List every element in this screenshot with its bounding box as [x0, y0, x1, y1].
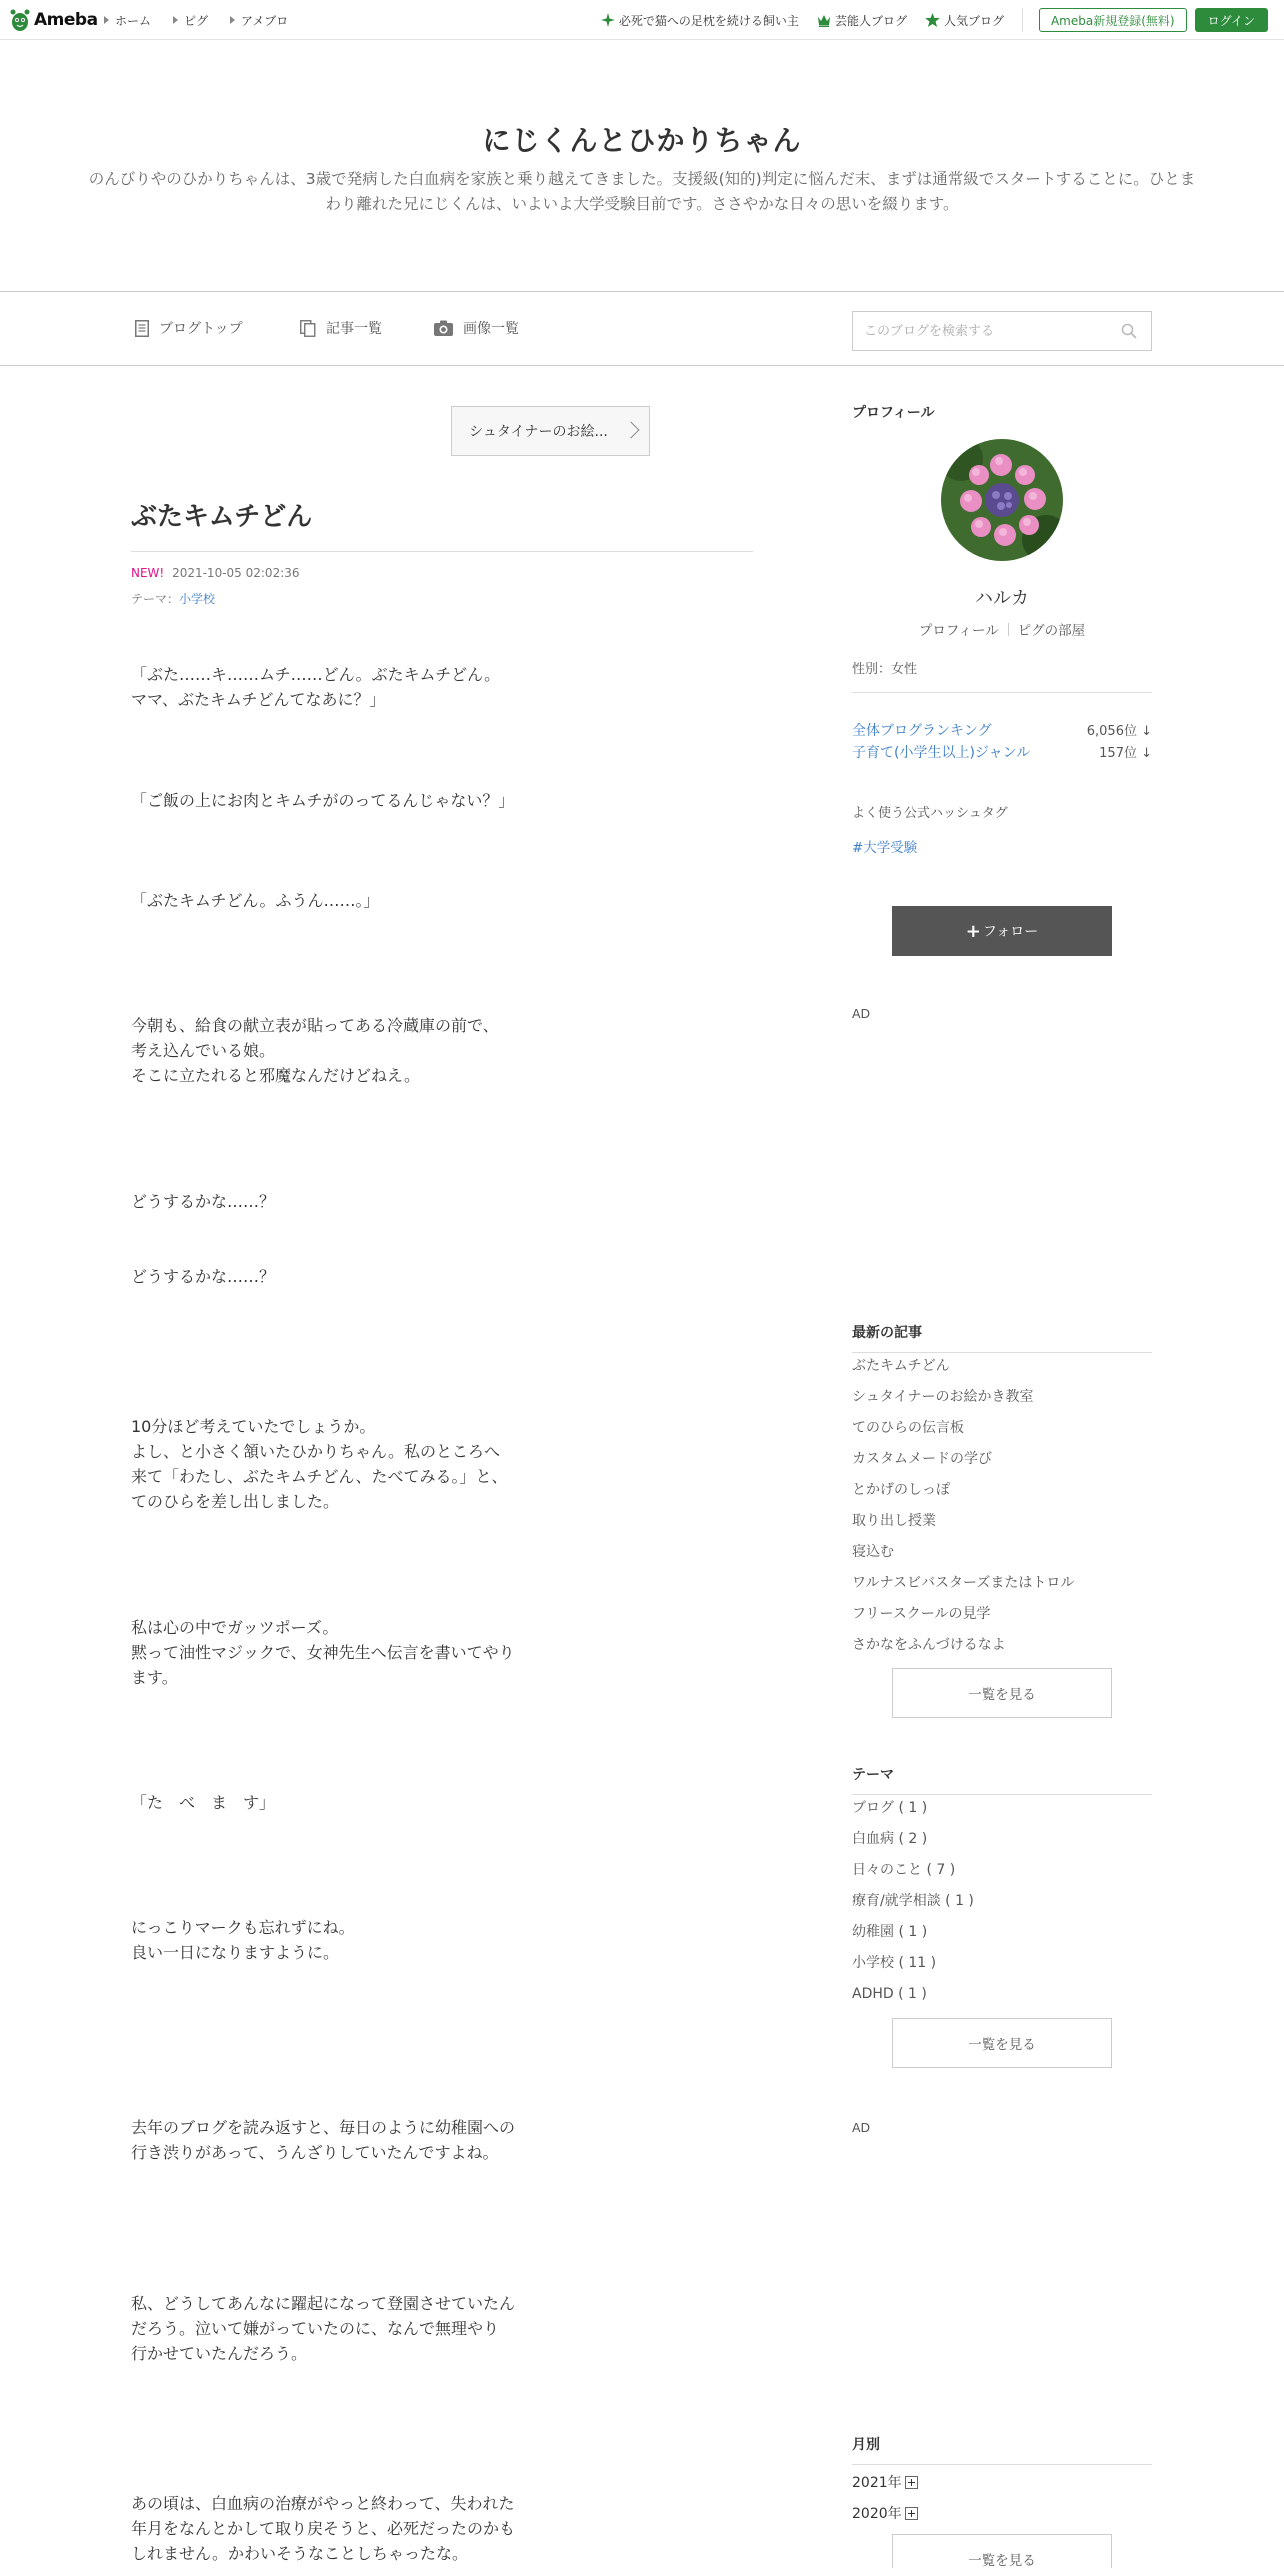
paragraph: 私は心の中でガッツポーズ。 黙って油性マジックで、女神先生へ伝言を書いてやり ます。	[131, 1618, 515, 1687]
latest-article-item[interactable]: シュタイナーのお絵かき教室	[852, 1389, 1034, 1405]
ranking-value: 6,056位 ↓	[1086, 724, 1152, 739]
theme-item[interactable]: 幼稚園 ( 1 )	[852, 1924, 928, 1940]
hydrangea-photo	[941, 439, 1063, 561]
ranking-row[interactable]	[852, 742, 1152, 762]
divider	[1008, 623, 1009, 636]
search-icon[interactable]	[1121, 323, 1137, 339]
paragraph: 「た べ ま す」	[131, 1793, 276, 1812]
hashtag-link[interactable]: #大学受験	[852, 840, 918, 856]
nav-blog-top[interactable]	[135, 318, 243, 338]
nav-article-list[interactable]	[300, 318, 382, 338]
global-nav-right	[583, 0, 1268, 40]
nav-image-list-label: 画像一覧	[463, 321, 519, 337]
theme-item[interactable]: 日々のこと ( 7 )	[852, 1862, 956, 1878]
ranking-label: 全体ブログランキング	[852, 723, 992, 739]
theme-item[interactable]: 白血病 ( 2 )	[852, 1831, 928, 1847]
blog-nav	[0, 292, 1284, 366]
paragraph: どうするかな……？	[131, 1192, 276, 1211]
entry-theme-prefix: テーマ：	[131, 592, 180, 606]
latest-article-item[interactable]: カスタムメードの学び	[852, 1451, 992, 1467]
register-button[interactable]: Ameba新規登録(無料)	[1039, 8, 1187, 32]
monthly-heading: 月別	[852, 2434, 1152, 2465]
latest-article-item[interactable]: フリースクールの見学	[852, 1606, 991, 1622]
profile-links	[852, 619, 1152, 639]
nav-pigg[interactable]	[173, 12, 208, 29]
profile-name[interactable]: ハルカ	[975, 588, 1029, 609]
ameba-mascot-icon	[10, 8, 30, 32]
nav-home-label: ホーム	[115, 13, 152, 28]
paragraph: 「ご飯の上にお肉とキムチがのってるんじゃない？」	[131, 791, 515, 810]
latest-article-item[interactable]: 取り出し授業	[852, 1513, 936, 1529]
blog-header	[0, 41, 1284, 292]
logo-text: Ameba	[34, 10, 98, 30]
blog-description: のんびりやのひかりちゃんは、3歳で発病した白血病を家族と乗り越えてきました。支援級(知的)判定に悩んだ末、まずは通常級でスタートすることに。ひとまわり離れた兄にじくんは、いよいよ大学受験目前です。ささやかな日々の思いを綴ります。	[88, 170, 1196, 213]
entry-meta	[131, 566, 300, 580]
theme-list	[852, 1798, 1152, 2015]
latest-articles-heading: 最新の記事	[852, 1322, 1152, 1353]
search-input[interactable]	[853, 312, 1153, 350]
ranking-value: 157位 ↓	[1099, 746, 1152, 761]
latest-article-item[interactable]: とかげのしっぽ	[852, 1482, 950, 1498]
avatar[interactable]	[941, 439, 1063, 561]
entry-title[interactable]: ぶたキムチどん	[131, 496, 753, 552]
paragraph: 「ぶた……キ……ムチ……どん。ぶたキムチどん。 ママ、ぶたキムチどんてなあに？」	[131, 665, 501, 709]
paragraph: あの頃は、白血病の治療がやっと終わって、失われた 年月をなんとかして取り戻そうと、必死だったのかも しれません。かわいそうなことしちゃったな。	[131, 2494, 516, 2563]
month-label: 2021年	[852, 2475, 902, 2491]
triangle-right-icon	[230, 16, 235, 24]
latest-more-button[interactable]: 一覧を見る	[892, 1668, 1112, 1718]
theme-more-button[interactable]: 一覧を見る	[892, 2018, 1112, 2068]
theme-item[interactable]: ADHD ( 1 )	[852, 1986, 927, 2002]
login-button[interactable]: ログイン	[1195, 8, 1268, 32]
expand-plus-icon[interactable]	[905, 2507, 918, 2520]
ad-label: AD	[852, 1006, 871, 1021]
hashtag-heading: よく使う公式ハッシュタグ	[852, 806, 1008, 821]
theme-item[interactable]: 療育/就学相談 ( 1 )	[852, 1893, 974, 1909]
monthly-more-button[interactable]: 一覧を見る	[892, 2534, 1112, 2568]
profile-gender: 性別：女性	[852, 658, 1152, 693]
profile-link[interactable]: プロフィール	[918, 623, 999, 639]
nav-ameblo[interactable]	[230, 12, 288, 29]
paragraph: 10分ほど考えていたでしょうか。 よし、と小さく頷いたひかりちゃん。私のところへ 来て「わたし、ぶたキムチどん、たべてみる。」と、 てのひらを差し出しました。	[131, 1417, 508, 1511]
prev-article-button[interactable]	[451, 406, 650, 456]
entry-theme	[131, 590, 215, 607]
latest-article-item[interactable]: さかなをふんづけるなよ	[852, 1637, 1006, 1653]
entry-date: 2021-10-05 02:02:36	[172, 566, 300, 580]
nav-article-list-label: 記事一覧	[326, 321, 382, 337]
copy-icon	[300, 320, 316, 337]
expand-plus-icon[interactable]	[905, 2476, 918, 2489]
nav-celebrity-blog-label: 芸能人ブログ	[834, 13, 907, 28]
prev-article-label: シュタイナーのお絵...	[469, 424, 608, 440]
latest-article-item[interactable]: 寝込む	[852, 1544, 894, 1560]
nav-featured-blog[interactable]	[601, 12, 799, 29]
plus-icon: +	[965, 920, 981, 942]
nav-home[interactable]	[104, 12, 151, 29]
nav-ameblo-label: アメブロ	[241, 13, 289, 28]
pigg-room-link[interactable]: ピグの部屋	[1017, 623, 1086, 639]
crown-icon	[817, 14, 831, 27]
latest-article-item[interactable]: てのひらの伝言板	[852, 1420, 964, 1436]
blog-search	[852, 311, 1152, 351]
blog-title[interactable]: にじくんとひかりちゃん	[482, 124, 802, 157]
follow-label: フォロー	[982, 924, 1039, 940]
theme-item[interactable]: ブログ ( 1 )	[852, 1800, 928, 1816]
paragraph: 去年のブログを読み返すと、毎日のように幼稚園への 行き渋りがあって、うんざりしていたんですよね。	[131, 2118, 516, 2162]
ranking-row[interactable]	[852, 720, 1152, 740]
latest-article-item[interactable]: ぶたキムチどん	[852, 1358, 950, 1374]
nav-popular-blog-label: 人気ブログ	[943, 13, 1004, 28]
ameba-logo[interactable]	[10, 7, 98, 33]
triangle-right-icon	[173, 16, 178, 24]
nav-image-list[interactable]	[434, 318, 519, 338]
nav-featured-blog-label: 必死で猫への足枕を続ける飼い主	[618, 13, 799, 28]
camera-icon	[434, 320, 453, 336]
nav-blog-top-label: ブログトップ	[159, 321, 243, 337]
sparkle-icon	[601, 13, 615, 27]
nav-popular-blog[interactable]	[925, 12, 1004, 29]
paragraph: どうするかな……？	[131, 1267, 276, 1286]
nav-pigg-label: ピグ	[184, 13, 209, 28]
month-item[interactable]	[852, 2472, 918, 2492]
paragraph: にっこりマークも忘れずにね。 良い一日になりますように。	[131, 1918, 355, 1962]
divider	[1022, 8, 1023, 32]
ad-label: AD	[852, 2120, 871, 2135]
paragraph: 私、どうしてあんなに躍起になって登園させていたん だろう。泣いて嫌がっていたのに、なんで無理やり 行かせていたんだろう。	[131, 2294, 516, 2363]
paragraph: 「ぶたキムチどん。ふうん……。」	[131, 891, 380, 910]
entry-theme-link[interactable]: 小学校	[179, 592, 216, 606]
latest-articles-list	[852, 1356, 1152, 1666]
month-item[interactable]	[852, 2503, 918, 2523]
profile-heading: プロフィール	[852, 405, 935, 421]
star-icon	[925, 13, 940, 27]
global-nav-left	[104, 0, 288, 40]
theme-heading: テーマ	[852, 1764, 1152, 1795]
latest-article-item[interactable]: ワルナスビバスターズまたはトロル	[852, 1575, 1075, 1591]
month-label: 2020年	[852, 2506, 902, 2522]
global-header	[0, 0, 1284, 40]
triangle-right-icon	[104, 16, 109, 24]
theme-item[interactable]: 小学校 ( 11 )	[852, 1955, 937, 1971]
new-badge: NEW!	[131, 566, 165, 580]
document-icon	[135, 320, 149, 337]
paragraph: 今朝も、給食の献立表が貼ってある冷蔵庫の前で、 考え込んでいる娘。 そこに立たれると邪魔なんだけどねえ。	[131, 1016, 499, 1085]
nav-celebrity-blog[interactable]	[817, 12, 907, 29]
follow-button[interactable]	[892, 906, 1112, 956]
ranking-label: 子育て(小学生以上)ジャンル	[852, 745, 1031, 761]
